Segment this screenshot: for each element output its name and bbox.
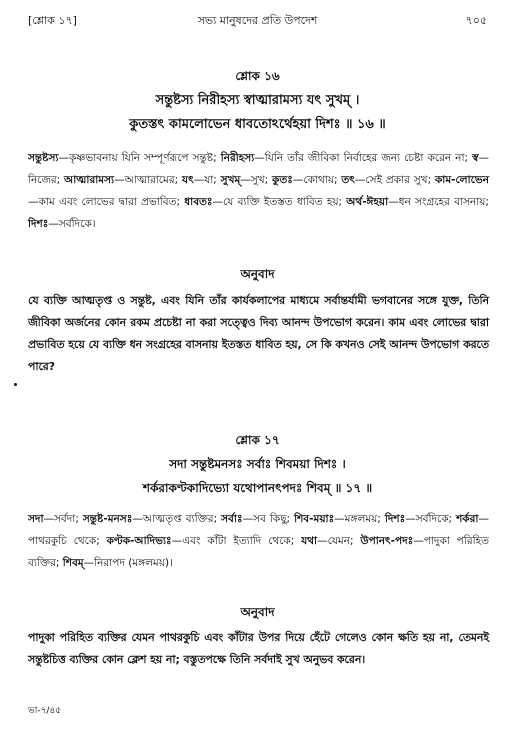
synonym-term: তৎ <box>341 174 355 186</box>
synonym-term: শিব-ময়াঃ <box>294 513 335 525</box>
verse-16-line-1: সন্তুষ্টস্য নিরীহস্য স্বাত্মারামস্য যৎ সুখম্ । <box>155 93 360 108</box>
synonym-meaning: —সেই প্রকার সুখ; <box>354 174 435 186</box>
synonym-term: দিশঃ <box>384 513 406 525</box>
synonyms-17 <box>28 508 489 574</box>
synonym-meaning: —যেমন; <box>317 535 361 547</box>
chapter-title: সভ্য মানুষদের প্রতি উপদেশ <box>197 14 318 27</box>
synonym-meaning: —সব কিছু; <box>242 513 295 525</box>
stray-dot <box>14 383 17 386</box>
synonym-term: ধাবতঃ <box>184 196 213 208</box>
synonym-term: যথা <box>301 535 318 547</box>
translation-16-title: অনুবাদ <box>240 267 275 281</box>
synonym-meaning: —পাদুকা পরিহিত ব্যক্তির; <box>28 535 489 569</box>
running-head <box>28 10 487 30</box>
synonym-term: অর্থ-ঈহয়া <box>346 196 389 208</box>
verse-17-heading: শ্লোক ১৭ <box>235 433 280 447</box>
verse-16-line-2: কুতস্তৎ কামলোভেন ধাবতোঽর্থেহয়া দিশঃ ॥ ১৬ ॥ <box>129 117 386 132</box>
signature-mark: ভা-৭/৪৫ <box>28 706 62 716</box>
synonym-meaning: —সর্বদিকে। <box>48 218 96 230</box>
synonym-meaning: —যিনি তাঁর জীবিকা নির্বাহের জন্য চেষ্টা করেন না; <box>254 152 473 164</box>
translation-17: পাদুকা পরিহিত ব্যক্তির যেমন পাথরকুচি এবং কাঁটার উপর দিয়ে হেঁটে গেলেও কোন ক্ষতি হয় না, তেমনই সন্তুষ্টচিত্ত ব্যক্তির কোন ক্লেশ হয় না; বস্তুতপক্ষে তিনি সর্বদাই সুখ অনুভব করেন। <box>28 631 489 666</box>
synonym-term: আত্মারামস্য <box>64 174 115 186</box>
synonym-term: শর্করা <box>456 513 479 525</box>
synonym-term: কুতঃ <box>272 174 293 186</box>
synonym-meaning: —সর্বদিকে; <box>405 513 457 525</box>
synonym-term: শিবম্ <box>62 557 84 569</box>
synonym-meaning: —এবং কাঁটা ইত্যাদি থেকে; <box>171 535 302 547</box>
synonym-meaning: —পাথরকুচি থেকে; <box>28 513 489 547</box>
synonym-meaning: —কাম এবং লোভের দ্বারা প্রভাবিত; <box>28 196 185 208</box>
synonym-term: কণ্টক-আদিভ্যঃ <box>106 535 172 547</box>
verse-17-line-1: সদা সন্তুষ্টমনসঃ সর্বাঃ শিবময়া দিশঃ । <box>169 457 346 471</box>
synonym-meaning: —নিজের; <box>28 152 489 186</box>
translation-16: যে ব্যক্তি আত্মতৃপ্ত ও সন্তুষ্ট, এবং যিনি তাঁর কার্যকলাপের মাধ্যমে সর্বান্তর্যামী ভগবানের সঙ্গে যুক্ত, তিনি জীবিকা অর্জনের কোন রকম প্রচেষ্টা না করা সত্ত্বেও দিব্য আনন্দ উপভোগ করেন। কাম এবং লোভের দ্বারা প্রভাবিত হয়ে যে ব্যক্তি ধন সংগ্রহের বাসনায় ইতস্তত ধাবিত হয়, সে কি কখনও সেই আনন্দ উপভোগ করতে পারে? <box>28 294 489 373</box>
page-number: ৭০৫ <box>465 14 487 27</box>
synonym-meaning: —ধন সংগ্রহের বাসনায়; <box>388 196 489 208</box>
synonym-term: সুখম্ <box>220 174 241 186</box>
verse-17-line-2: শর্করাকণ্টকাদিভ্যো যথোপানৎপদঃ শিবম্ ॥ ১৭ ॥ <box>142 481 373 495</box>
synonym-term: যৎ <box>182 174 194 186</box>
synonym-term: স্ব <box>472 152 479 164</box>
synonym-meaning: —আত্মতৃপ্ত ব্যক্তির; <box>132 513 222 525</box>
synonym-meaning: —কোথায়; <box>292 174 342 186</box>
synonyms-16 <box>28 147 489 235</box>
synonym-meaning: —কৃষ্ণভাবনায় যিনি সম্পূর্ণরূপে সন্তুষ্ট; <box>58 152 221 164</box>
synonym-term: নিরীহস্য <box>220 152 255 164</box>
verse-reference: [শ্লোক ১৭] <box>28 14 77 27</box>
synonym-term: সদা <box>28 513 44 525</box>
synonym-term: সন্তুষ্ট-মনসঃ <box>82 513 133 525</box>
translation-17-title: অনুবাদ <box>240 605 275 619</box>
synonym-term: সর্বাঃ <box>221 513 243 525</box>
synonym-term: সন্তুষ্টস্য <box>28 152 59 164</box>
synonym-meaning: —যা; <box>193 174 221 186</box>
synonym-term: দিশঃ <box>28 218 49 230</box>
synonym-meaning: —নিরাপদ (মঙ্গলময়)। <box>83 557 173 569</box>
synonym-meaning: —আত্মারামের; <box>114 174 183 186</box>
synonym-meaning: —সুখ; <box>240 174 273 186</box>
synonym-meaning: —মঙ্গলময়; <box>334 513 385 525</box>
synonym-term: কাম-লোভেন <box>434 174 489 186</box>
synonym-meaning: —সর্বদা; <box>43 513 83 525</box>
synonym-meaning: —যে ব্যক্তি ইতস্তত ধাবিত হয়; <box>212 196 347 208</box>
verse-16-heading: শ্লোক ১৬ <box>235 69 280 83</box>
synonym-term: উপানৎ-পদঃ <box>360 535 414 547</box>
